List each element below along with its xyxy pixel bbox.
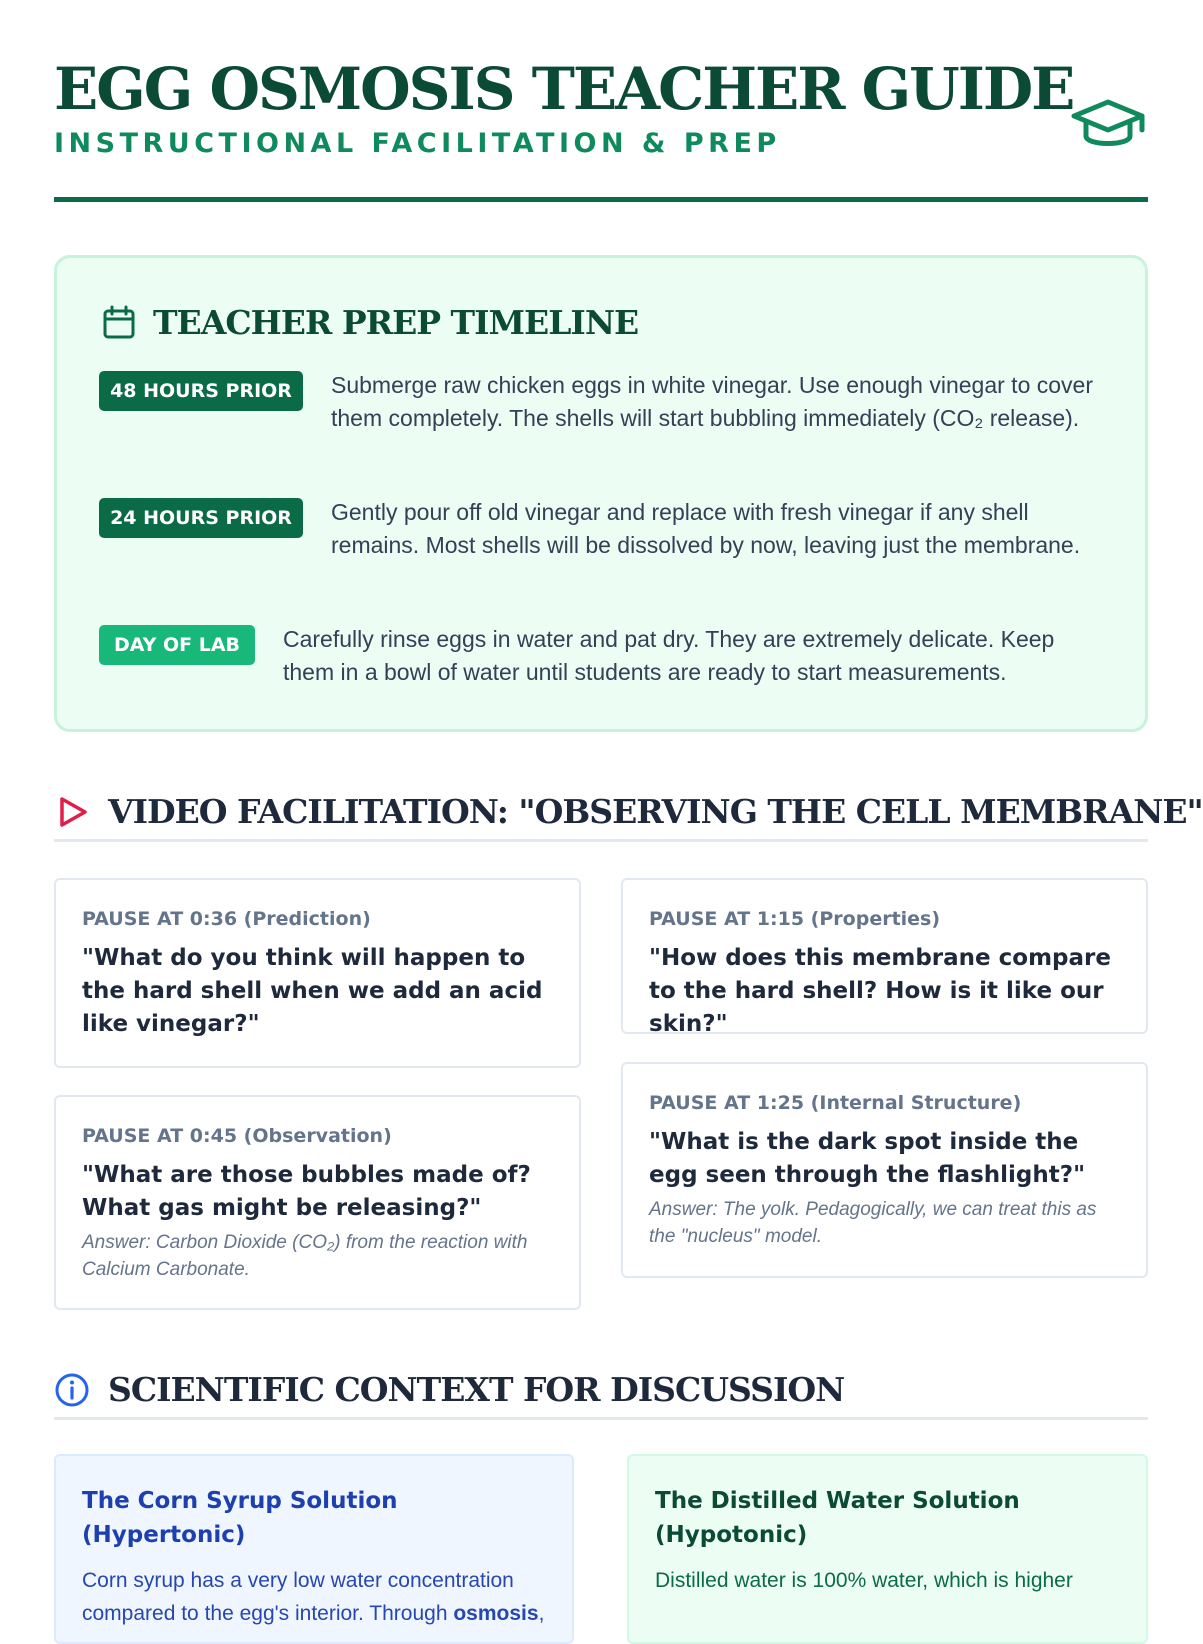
timeline-row: [99, 496, 1109, 562]
context-card-title: The Corn Syrup Solution (Hypertonic): [82, 1488, 398, 1548]
pause-card: [54, 878, 581, 1068]
pause-card: [621, 1062, 1148, 1278]
pause-question: "What do you think will happen to the hard shell when we add an acid like vinegar?": [82, 945, 543, 1037]
pause-label: PAUSE AT 1:25 (Internal Structure): [649, 1092, 1022, 1114]
context-card-body: [82, 1564, 546, 1630]
pause-question: "What is the dark spot inside the egg seen through the flashlight?": [649, 1129, 1086, 1188]
context-section-title: SCIENTIFIC CONTEXT FOR DISCUSSION: [108, 1370, 845, 1409]
pause-label: PAUSE AT 0:45 (Observation): [82, 1125, 392, 1147]
pause-answer: Answer: Carbon Dioxide (CO₂) from the reaction with Calcium Carbonate.: [82, 1232, 528, 1280]
context-card-text: Distilled water is 100% water, which is higher: [655, 1569, 1073, 1592]
timeline-text: Submerge raw chicken eggs in white vinegar. Use enough vinegar to cover them completely. The shells will start bubbling immediately (CO₂ release).: [331, 372, 1093, 431]
pause-label: PAUSE AT 0:36 (Prediction): [82, 908, 371, 930]
prep-timeline-title: TEACHER PREP TIMELINE: [153, 302, 639, 342]
context-card-hypertonic: [54, 1454, 574, 1644]
timeline-text: Gently pour off old vinegar and replace with fresh vinegar if any shell remains. Most shells will be dissolved by now, leaving just the membrane.: [331, 499, 1081, 558]
prep-timeline-panel: [54, 255, 1148, 732]
pause-card: [54, 1095, 581, 1310]
page-header: [54, 56, 1148, 202]
timeline-row: [99, 623, 1109, 689]
context-card-text: Corn syrup has a very low water concentration compared to the egg's interior. Through: [82, 1569, 514, 1625]
info-icon: [54, 1372, 90, 1408]
context-card-term: osmosis: [453, 1602, 539, 1625]
calendar-icon: [101, 304, 137, 340]
pause-label: PAUSE AT 1:15 (Properties): [649, 908, 941, 930]
pause-question: "What are those bubbles made of? What gas might be releasing?": [82, 1162, 531, 1221]
graduation-cap-icon: [1070, 96, 1146, 156]
timeline-badge: DAY OF LAB: [99, 625, 255, 665]
timeline-badge: 48 HOURS PRIOR: [99, 371, 303, 411]
context-card-hypotonic: [627, 1454, 1148, 1644]
page-subtitle: INSTRUCTIONAL FACILITATION & PREP: [54, 128, 781, 159]
play-icon: [54, 794, 90, 830]
prep-timeline-heading: [101, 302, 638, 342]
pause-card: [621, 878, 1148, 1037]
timeline-text: Carefully rinse eggs in water and pat dry. They are extremely delicate. Keep them in a bowl of water until students are ready to start measurements.: [283, 626, 1055, 685]
pause-question: "How does this membrane compare to the hard shell? How is it like our skin?": [649, 945, 1111, 1037]
context-card-title: The Distilled Water Solution (Hypotonic): [655, 1488, 1020, 1548]
context-section-heading: [54, 1362, 1148, 1420]
pause-answer: Answer: The yolk. Pedagogically, we can treat this as the "nucleus" model.: [649, 1199, 1097, 1247]
context-card-body: [655, 1564, 1120, 1597]
video-section-title: VIDEO FACILITATION: "OBSERVING THE CELL MEMBRANE": [108, 792, 1203, 831]
timeline-badge: 24 HOURS PRIOR: [99, 498, 303, 538]
video-section-heading: [54, 784, 1203, 842]
page-title: EGG OSMOSIS TEACHER GUIDE: [54, 55, 1074, 123]
context-card-text: ,: [538, 1602, 545, 1625]
timeline-row: [99, 369, 1109, 435]
